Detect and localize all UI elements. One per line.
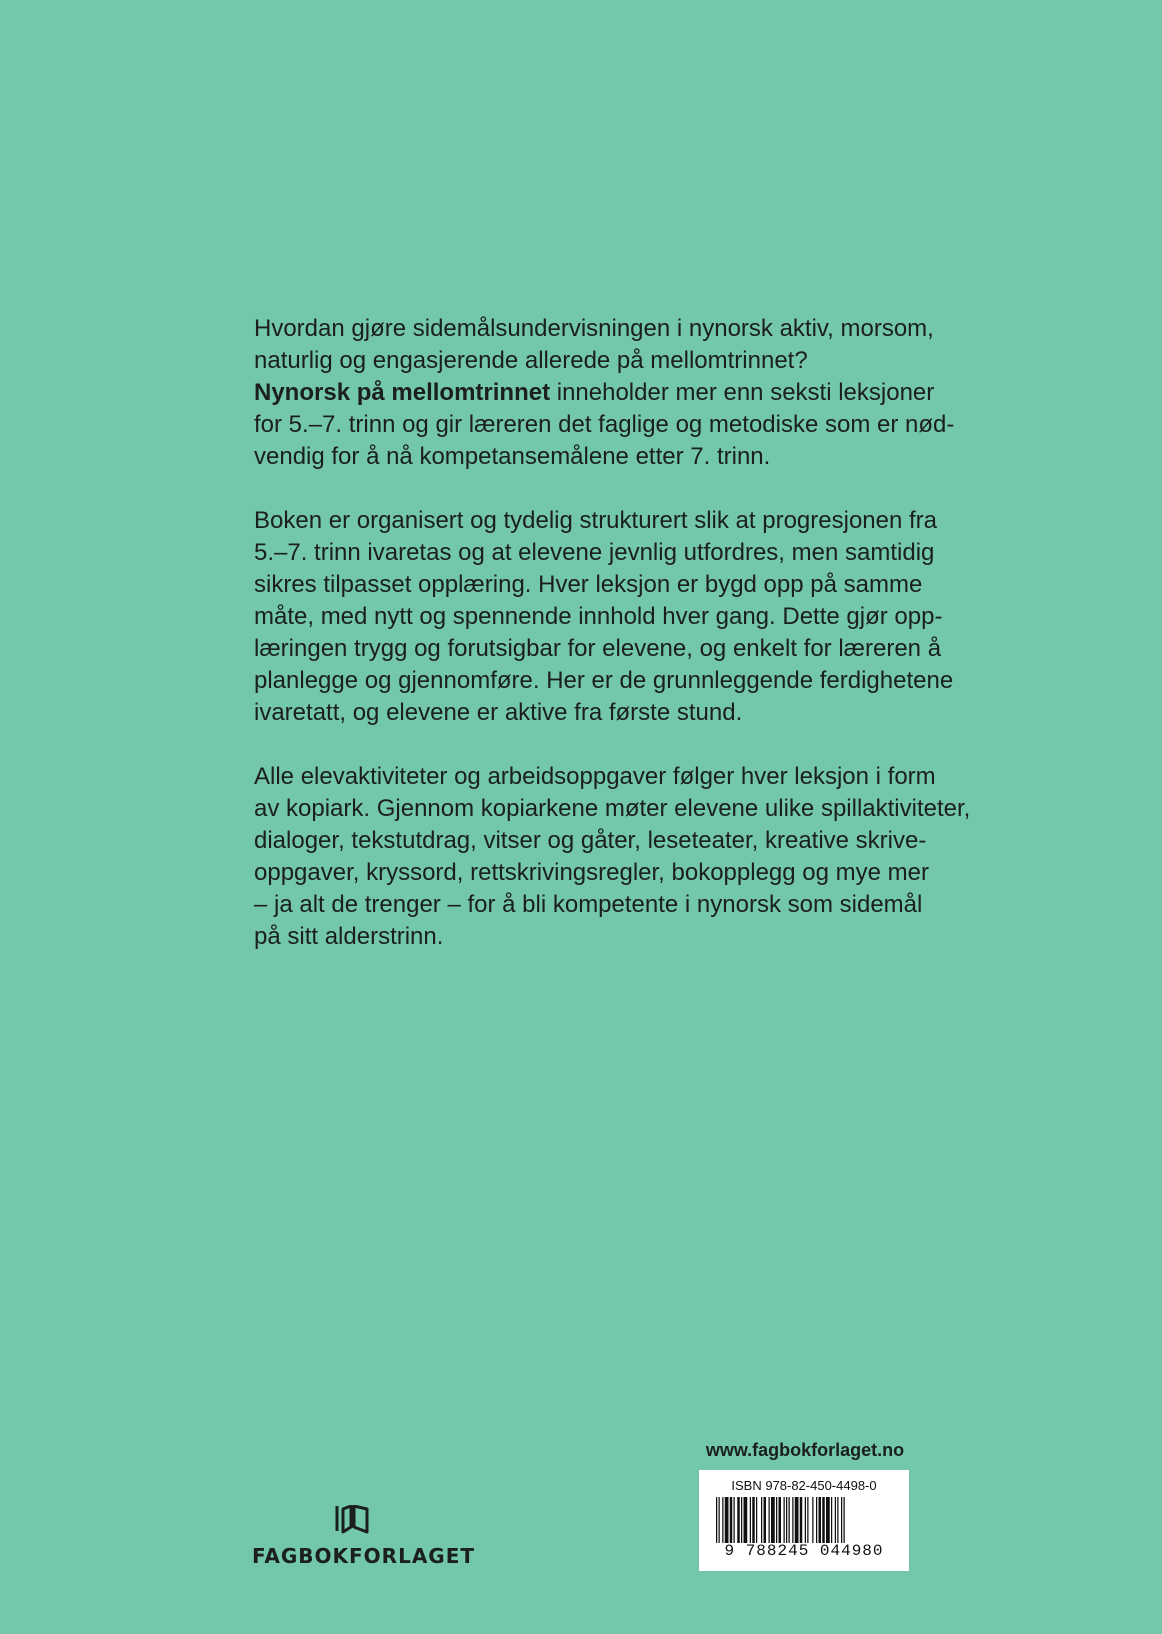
blurb-line: Alle elevaktiviteter og arbeidsoppgaver følger hver leksjon i form	[254, 763, 936, 790]
barcode-bar	[807, 1497, 808, 1543]
blurb-line: ivaretatt, og elevene er aktive fra første stund.	[254, 699, 743, 726]
barcode-bar	[784, 1497, 785, 1543]
publisher-website: www.fagbokforlaget.no	[705, 1440, 905, 1460]
blurb-paragraph-1	[254, 313, 954, 473]
barcode-bar	[779, 1497, 782, 1543]
barcode-bar	[816, 1497, 817, 1543]
blurb-line: måte, med nytt og spennende innhold hver gang. Dette gjør opp-	[254, 603, 943, 630]
barcode-bars	[716, 1497, 892, 1543]
book-title: Nynorsk på mellomtrinnet	[254, 379, 551, 406]
barcode-bar	[831, 1497, 832, 1543]
barcode-bar	[744, 1497, 748, 1543]
barcode-bar	[792, 1497, 793, 1543]
isbn-barcode	[699, 1470, 909, 1571]
blurb-line: oppgaver, kryssord, rettskrivingsregler, bokopplegg og mye mer	[254, 859, 929, 886]
publisher-name: FAGBOKFORLAGET	[252, 1544, 476, 1568]
blurb-line: vendig for å nå kompetansemålene etter 7. trinn.	[254, 443, 771, 470]
barcode-bar	[734, 1497, 735, 1543]
blurb-paragraph-3	[254, 761, 971, 953]
barcode-bar	[737, 1497, 740, 1543]
blurb-line: dialoger, tekstutdrag, vitser og gåter, leseteater, kreative skrive-	[254, 827, 927, 854]
barcode-bar	[750, 1497, 751, 1543]
blurb-paragraph-2	[254, 505, 954, 729]
barcode-bar	[725, 1497, 729, 1543]
barcode-bar	[752, 1497, 755, 1543]
blurb-text: inneholder mer enn seksti leksjoner	[550, 379, 935, 406]
barcode-bar	[769, 1497, 770, 1543]
barcode-bar	[764, 1497, 767, 1543]
barcode-digits: 9 788245 044980	[724, 1542, 884, 1560]
blurb-line: sikres tilpasset opplæring. Hver leksjon er bygd opp på samme	[254, 571, 923, 598]
blurb-line: planlegge og gjennomføre. Her er de grunnleggende ferdighetene	[254, 667, 954, 694]
barcode-bar	[837, 1497, 838, 1543]
blurb-line: for 5.–7. trinn og gir læreren det faglige og metodiske som er nød-	[254, 411, 955, 438]
barcode-bar	[826, 1497, 830, 1543]
barcode-bar	[741, 1497, 742, 1543]
open-book-logo-icon	[334, 1505, 370, 1535]
blurb-line: – ja alt de trenger – for å bli kompetente i nynorsk som sidemål	[254, 891, 923, 918]
blurb-line: av kopiark. Gjennom kopiarkene møter elevene ulike spillaktiviteter,	[254, 795, 971, 822]
publisher-logo	[252, 1505, 476, 1568]
blurb-line	[254, 377, 954, 409]
barcode-bar	[844, 1497, 845, 1543]
barcode-bar	[789, 1497, 790, 1543]
barcode-bar	[819, 1497, 822, 1543]
barcode-bar	[822, 1497, 825, 1543]
blurb-line: Hvordan gjøre sidemålsundervisningen i nynorsk aktiv, morsom,	[254, 315, 934, 342]
barcode-bar	[800, 1497, 803, 1543]
barcode-bar	[761, 1497, 762, 1543]
isbn-label: ISBN 978-82-450-4498-0	[731, 1478, 877, 1493]
barcode-bar	[771, 1497, 775, 1543]
barcode-bar	[722, 1497, 723, 1543]
barcode-bar	[786, 1497, 787, 1543]
barcode-bar	[841, 1497, 842, 1543]
barcode-bar	[719, 1497, 720, 1543]
blurb-line: 5.–7. trinn ivaretas og at elevene jevnlig utfordres, men samtidig	[254, 539, 935, 566]
blurb-line: Boken er organisert og tydelig strukturert slik at progresjonen fra	[254, 507, 938, 534]
barcode-bar	[716, 1497, 717, 1543]
barcode-bar	[812, 1497, 813, 1543]
barcode-bar	[835, 1497, 836, 1543]
blurb-line: læringen trygg og forutsigbar for elevene, og enkelt for læreren å	[254, 635, 942, 662]
barcode-bar	[805, 1497, 806, 1543]
barcode-bar	[756, 1497, 757, 1543]
barcode-bar	[776, 1497, 777, 1543]
blurb-line: naturlig og engasjerende allerede på mellomtrinnet?	[254, 347, 808, 374]
barcode-bar	[730, 1497, 733, 1543]
back-cover-blurb	[254, 313, 971, 985]
blurb-line: på sitt alderstrinn.	[254, 923, 444, 950]
barcode-bar	[795, 1497, 799, 1543]
